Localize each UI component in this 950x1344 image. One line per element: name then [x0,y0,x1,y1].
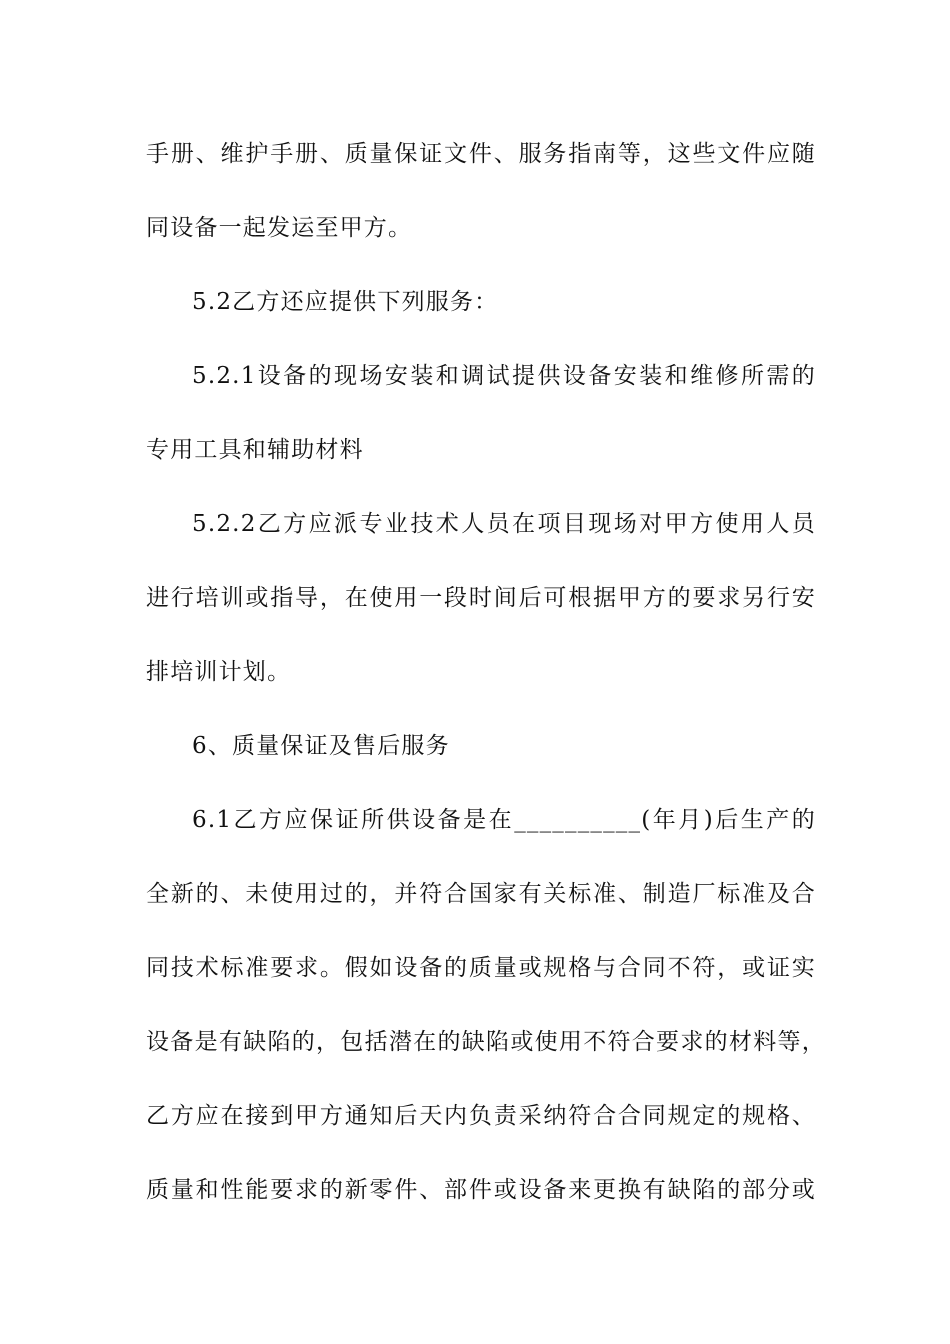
clause-6-1-line-3: 同技术标准要求。假如设备的质量或规格与合同不符，或证实 [146,955,816,981]
clause-6-1-line-5: 乙方应在接到甲方通知后天内负责采纳符合合同规定的规格、 [146,1103,816,1129]
clause-5-2-2-line-1: 5.2.2乙方应派专业技术人员在项目现场对甲方使用人员 [192,511,816,537]
section-6-heading: 6、质量保证及售后服务 [192,733,450,759]
clause-6-1-line-1: 6.1乙方应保证所供设备是在__________(年月)后生产的 [192,807,816,833]
clause-5-2-1-line-2: 专用工具和辅助材料 [146,437,364,463]
clause-6-1-line-2: 全新的、未使用过的，并符合国家有关标准、制造厂标准及合 [146,881,816,907]
clause-5-2-2-line-2: 进行培训或指导，在使用一段时间后可根据甲方的要求另行安 [146,585,816,611]
text-line-2: 同设备一起发运至甲方。 [146,215,413,241]
clause-6-1-line-4: 设备是有缺陷的，包括潜在的缺陷或使用不符合要求的材料等， [146,1029,826,1055]
clause-5-2-1-line-1: 5.2.1设备的现场安装和调试提供设备安装和维修所需的 [192,363,816,389]
clause-5-2-2-line-3: 排培训计划。 [146,659,292,685]
clause-6-1-line-6: 质量和性能要求的新零件、部件或设备来更换有缺陷的部分或 [146,1177,816,1203]
clause-5-2-heading: 5.2乙方还应提供下列服务： [192,289,499,315]
text-line-1: 手册、维护手册、质量保证文件、服务指南等，这些文件应随 [146,141,816,167]
